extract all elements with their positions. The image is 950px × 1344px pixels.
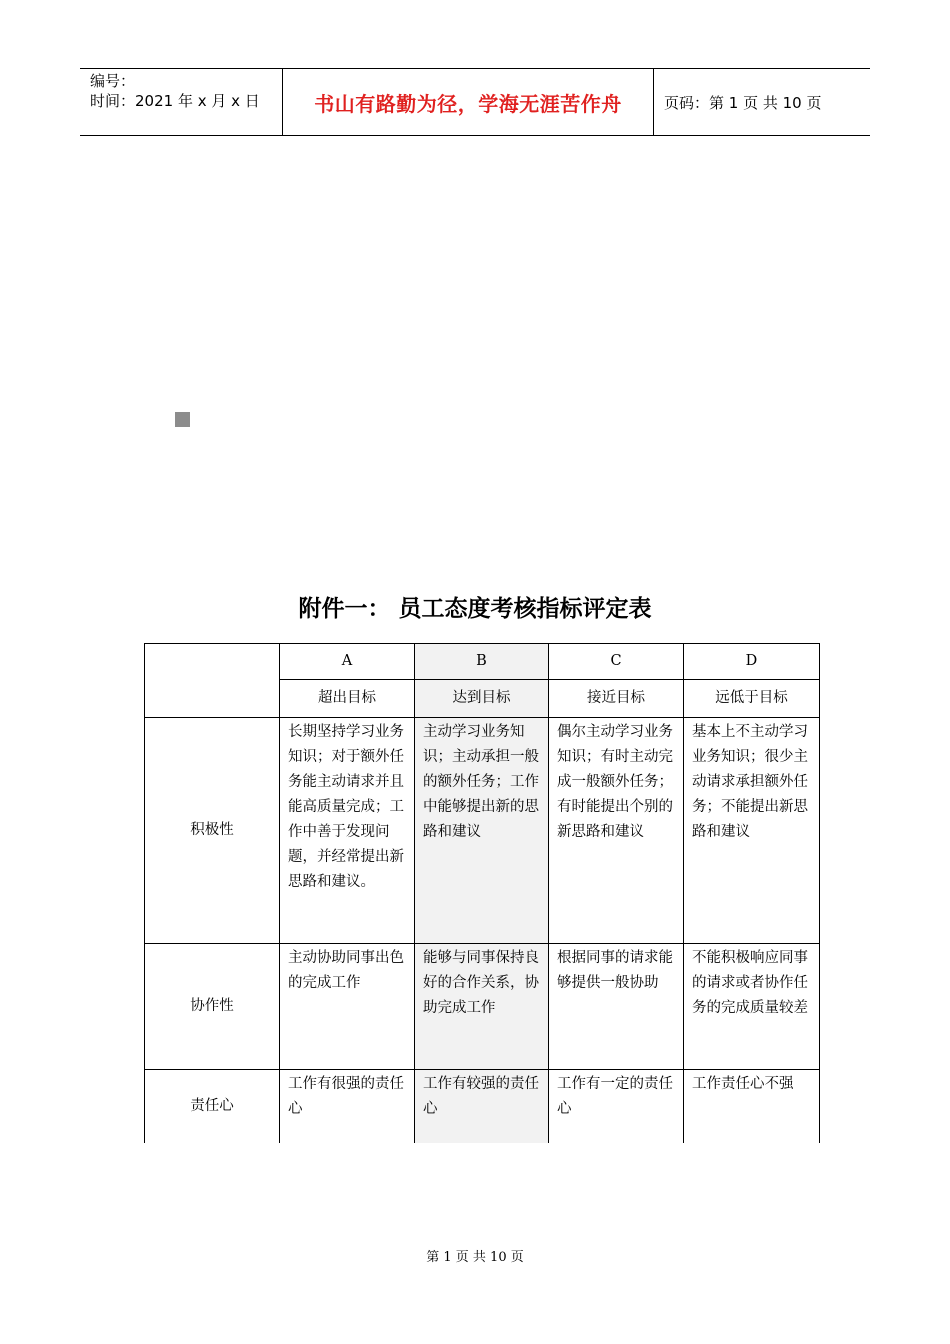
header-meta [80,69,282,135]
grade-description: 达到目标 [415,680,549,718]
grade-letter: B [415,644,549,680]
grade-letter-row [145,644,820,680]
criterion-cell: 基本上不主动学习业务知识；很少主动请求承担额外任务；不能提出新思路和建议 [684,718,820,944]
criterion-cell: 能够与同事保持良好的合作关系，协助完成工作 [415,944,549,1070]
document-title: 附件一： 员工态度考核指标评定表 [298,596,652,622]
page-header [80,68,870,136]
criterion-cell: 偶尔主动学习业务知识；有时主动完成一般额外任务；有时能提出个别的新思路和建议 [549,718,684,944]
criterion-label: 协作性 [145,944,280,1070]
grade-letter: A [280,644,415,680]
table-row [145,1070,820,1143]
grade-description: 远低于目标 [684,680,820,718]
criterion-cell: 工作有很强的责任心 [280,1070,415,1143]
criterion-cell: 工作有较强的责任心 [415,1070,549,1143]
criterion-cell: 工作有一定的责任心 [549,1070,684,1143]
criterion-cell: 主动协助同事出色的完成工作 [280,944,415,1070]
criterion-cell: 不能积极响应同事的请求或者协作任务的完成质量较差 [684,944,820,1070]
header-motto: 书山有路勤为径，学海无涯苦作舟 [282,69,654,135]
criterion-cell: 工作责任心不强 [684,1070,820,1143]
page-footer: 第 1 页 共 10 页 [426,1250,524,1265]
criterion-label: 积极性 [145,718,280,944]
grade-letter: D [684,644,820,680]
criterion-cell: 长期坚持学习业务知识；对于额外任务能主动请求并且能高质量完成；工作中善于发现问题，并经常提出新思路和建议。 [280,718,415,944]
grade-description: 接近目标 [549,680,684,718]
document-number-label: 编号： [90,72,136,90]
criterion-cell: 主动学习业务知识；主动承担一般的额外任务；工作中能够提出新的思路和建议 [415,718,549,944]
grade-description: 超出目标 [280,680,415,718]
evaluation-table [144,643,820,1143]
square-bullet-icon [175,412,190,427]
criterion-cell: 根据同事的请求能够提供一般协助 [549,944,684,1070]
document-date: 时间：2021 年 x 月 x 日 [90,92,260,110]
criterion-label: 责任心 [145,1070,280,1143]
table-row [145,944,820,1070]
grade-letter: C [549,644,684,680]
header-page-info: 页码：第 1 页 共 10 页 [664,93,822,112]
corner-cell [145,644,280,718]
table-row [145,718,820,944]
